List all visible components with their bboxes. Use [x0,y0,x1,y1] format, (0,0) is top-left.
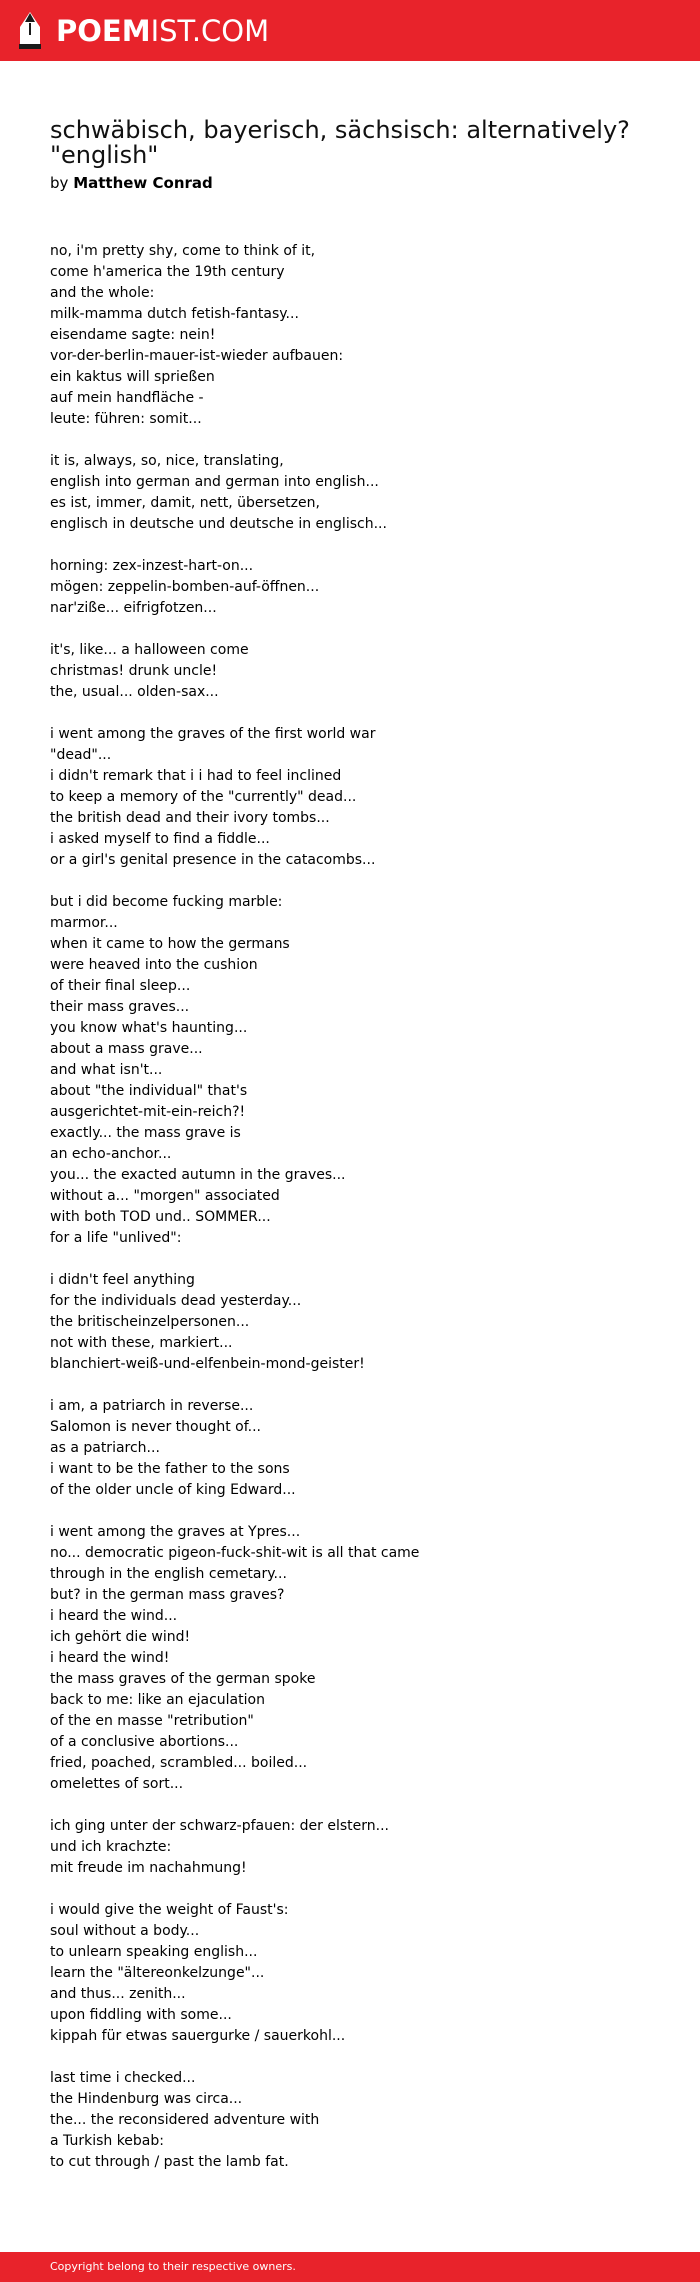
poem-line: mögen: zeppelin-bomben-auf-öffnen... [50,579,320,596]
poem-line: the britischeinzelpersonen... [50,1314,250,1331]
poem-line: but? in the german mass graves? [50,1587,285,1604]
poem-stanza [50,2068,660,2173]
poem-line: when it came to how the germans [50,936,290,953]
poem-line: blanchiert-weiß-und-elfenbein-mond-geister! [50,1356,365,1373]
poem-line: a Turkish kebab: [50,2133,164,2150]
pen-nib-icon [16,11,44,51]
poem-line: marmor... [50,915,118,932]
poem-line: i want to be the father to the sons [50,1461,290,1478]
poem-line: of the en masse "retribution" [50,1713,254,1730]
poem-body [50,241,660,2173]
poem-line: the... the reconsidered adventure with [50,2112,320,2129]
poem-line: exactly... the mass grave is [50,1125,241,1142]
poem-line: of the older uncle of king Edward... [50,1482,296,1499]
poem-line: and what isn't... [50,1062,163,1079]
poem-line: of a conclusive abortions... [50,1734,239,1751]
poem-line: leute: führen: somit... [50,411,202,428]
poem-line: and thus... zenith... [50,1986,186,2003]
poem-line: ich ging unter der schwarz-pfauen: der elstern... [50,1818,389,1835]
poem-stanza [50,1816,660,1879]
poem-line: mit freude im nachahmung! [50,1860,247,1877]
poem-line: ich gehört die wind! [50,1629,191,1646]
poem-line: eisendame sagte: nein! [50,327,216,344]
poem-content [50,118,660,2194]
poem-line: kippah für etwas sauergurke / sauerkohl... [50,2028,346,2045]
poem-line: Salomon is never thought of... [50,1419,261,1436]
poem-stanza [50,640,660,703]
poem-line: to keep a memory of the "currently" dead... [50,789,357,806]
poem-line: back to me: like an ejaculation [50,1692,265,1709]
poem-line: about a mass grave... [50,1041,203,1058]
copyright-notice: Copyright belong to their respective owners. [50,2260,296,2273]
poem-line: with both TOD und.. SOMMER... [50,1209,271,1226]
poem-line: the, usual... olden-sax... [50,684,219,701]
poem-line: you... the exacted autumn in the graves... [50,1167,346,1184]
poem-stanza [50,724,660,871]
poem-line: horning: zex-inzest-hart-on... [50,558,254,575]
poem-line: but i did become fucking marble: [50,894,283,911]
poem-line: es ist, immer, damit, nett, übersetzen, [50,495,320,512]
poem-line: christmas! drunk uncle! [50,663,218,680]
poem-line: the Hindenburg was circa... [50,2091,243,2108]
poem-line: not with these, markiert... [50,1335,233,1352]
poem-line: omelettes of sort... [50,1776,184,1793]
poem-line: were heaved into the cushion [50,957,258,974]
poem-line: nar'zißе... eifrigfotzen... [50,600,217,617]
poem-line: through in the english cemetary... [50,1566,287,1583]
poem-stanza [50,556,660,619]
poem-line: auf mein handfläche - [50,390,204,407]
poem-line: fried, poached, scrambled... boiled... [50,1755,308,1772]
poem-line: of their final sleep... [50,978,191,995]
poem-stanza [50,451,660,535]
site-logo[interactable] [16,10,269,52]
poem-line: englisch in deutsche und deutsche in englisch... [50,516,387,533]
poem-line: no... democratic pigeon-fuck-shit-wit is all that came [50,1545,420,1562]
author-name[interactable]: Matthew Conrad [73,174,213,193]
poem-line: i heard the wind! [50,1650,170,1667]
poem-line: ein kaktus will sprießen [50,369,215,386]
poem-line: learn the "ältereonkelzunge"... [50,1965,265,1982]
poem-line: i asked myself to find a fiddle... [50,831,270,848]
poem-line: i didn't feel anything [50,1272,195,1289]
poem-line: their mass graves... [50,999,190,1016]
poem-stanza [50,1900,660,2047]
poem-line: it's, like... a halloween come [50,642,249,659]
footer-bar [0,2252,700,2282]
poem-line: or a girl's genital presence in the catacombs... [50,852,376,869]
poem-stanza [50,1522,660,1795]
poem-line: for a life "unlived": [50,1230,182,1247]
poem-line: and the whole: [50,285,155,302]
poem-line: as a patriarch... [50,1440,160,1457]
top-header-bar [0,0,700,61]
poem-line: english into german and german into english... [50,474,379,491]
poem-stanza [50,1396,660,1501]
poem-line: milk-mamma dutch fetish-fantasy... [50,306,299,323]
poem-stanza [50,241,660,430]
poem-line: you know what's haunting... [50,1020,248,1037]
poem-line: i went among the graves at Ypres... [50,1524,301,1541]
poem-line: for the individuals dead yesterday... [50,1293,302,1310]
poem-line: to cut through / past the lamb fat. [50,2154,289,2171]
poem-title: schwäbisch, bayerisch, sächsisch: alternatively? "english" [50,116,630,170]
poem-line: the british dead and their ivory tombs... [50,810,330,827]
poem-line: vor-der-berlin-mauer-ist-wieder aufbauen: [50,348,344,365]
poem-line: "dead"... [50,747,112,764]
poem-line: the mass graves of the german spoke [50,1671,316,1688]
poem-line: i didn't remark that i i had to feel inclined [50,768,342,785]
poem-line: without a... "morgen" associated [50,1188,280,1205]
poem-line: it is, always, so, nice, translating, [50,453,284,470]
poem-line: i heard the wind... [50,1608,178,1625]
poem-line: come h'america the 19th century [50,264,285,281]
poem-stanza [50,892,660,1249]
poem-line: to unlearn speaking english... [50,1944,258,1961]
poem-line: no, i'm pretty shy, come to think of it, [50,243,316,260]
poem-line: soul without a body... [50,1923,200,1940]
poem-line: i am, a patriarch in reverse... [50,1398,254,1415]
poem-line: about "the individual" that's [50,1083,248,1100]
poem-line: i went among the graves of the first world war [50,726,376,743]
poem-stanza [50,1270,660,1375]
poem-line: last time i checked... [50,2070,196,2087]
poem-line: i would give the weight of Faust's: [50,1902,289,1919]
byline [50,174,660,192]
poem-line: upon fiddling with some... [50,2007,232,2024]
by-label: by [50,174,69,193]
poem-line: und ich krachzte: [50,1839,172,1856]
poem-line: an echo-anchor... [50,1146,172,1163]
logo-text-light: IST.COM [150,13,270,48]
site-name [56,13,270,48]
logo-text-bold: POEM [56,13,151,48]
poem-line: ausgerichtet-mit-ein-reich?! [50,1104,246,1121]
